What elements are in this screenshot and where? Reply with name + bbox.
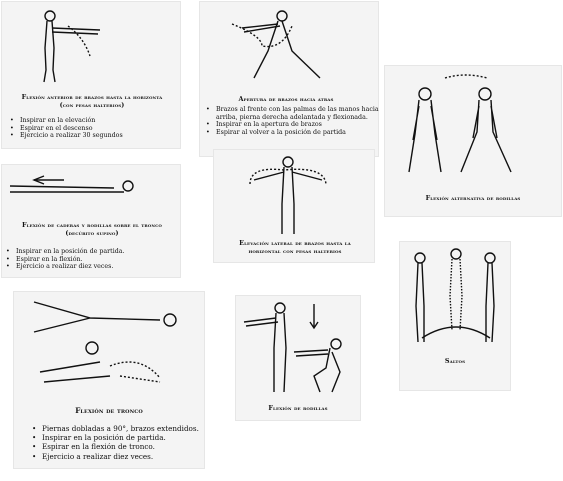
figure-jumps	[406, 246, 506, 346]
exercise-7-steps	[30, 424, 208, 461]
exercise-2-step: • Inspirar en la apertura de brazos	[212, 121, 380, 129]
exercise-1-title: Flexión anterior de brazos hasta la horizonta (con pesas halterios)	[21, 93, 163, 109]
exercise-1-step: • Espirar en el descenso	[16, 125, 182, 133]
figure-hip-knee	[4, 170, 144, 200]
exercise-2-steps	[204, 106, 380, 137]
exercise-2-title: Apertura de brazos hacia atras	[238, 95, 334, 103]
exercise-4-step: • Espirar en la flexión.	[12, 256, 184, 264]
exercise-1-step: • Inspirar en la elevación	[16, 117, 182, 125]
figure-alternate-knee	[395, 72, 545, 182]
exercise-7-step: • Piernas dobladas a 90°, brazos extendidos.	[38, 424, 208, 433]
figure-knee-flexion	[240, 298, 360, 396]
exercise-8-title: Flexión de rodillas	[268, 404, 328, 412]
exercise-2-step: • Brazos al frente con las palmas de las manos hacia arriba, pierna derecha adelantada y flexionada.	[212, 106, 380, 121]
exercise-4-step: • Inspirar en la posición de partida.	[12, 248, 184, 256]
exercise-4-title: Flexión de caderas y rodillas sobre el tronco (decúbito supino)	[22, 221, 162, 237]
exercise-7-title: Flexión de tronco	[75, 406, 143, 415]
exercise-5-title: Elevación lateral de brazos hasta la horizontal con pesas halterios	[239, 239, 351, 255]
exercise-1-steps	[8, 117, 182, 140]
figure-arm-opening	[222, 6, 352, 86]
exercise-6-title: Saltos	[444, 357, 466, 365]
exercise-4-steps	[4, 248, 184, 271]
exercise-7-step: • Ejercicio a realizar diez veces.	[38, 452, 208, 461]
exercise-1-step: • Ejercicio a realizar 30 segundos	[16, 132, 182, 140]
exercise-7-step: • Inspirar en la posición de partida.	[38, 433, 208, 442]
figure-trunk-flexion	[30, 296, 190, 392]
exercise-4-step: • Ejercicio a realizar diez veces.	[12, 263, 184, 271]
exercise-7-step: • Espirar en la flexión de tronco.	[38, 442, 208, 451]
exercise-2-step: • Espirar al volver a la posición de partida	[212, 129, 380, 137]
figure-arm-flexion	[30, 8, 130, 88]
exercise-3-title: Flexión alternativa de rodillas	[425, 194, 521, 202]
figure-lateral-raise	[244, 154, 334, 238]
